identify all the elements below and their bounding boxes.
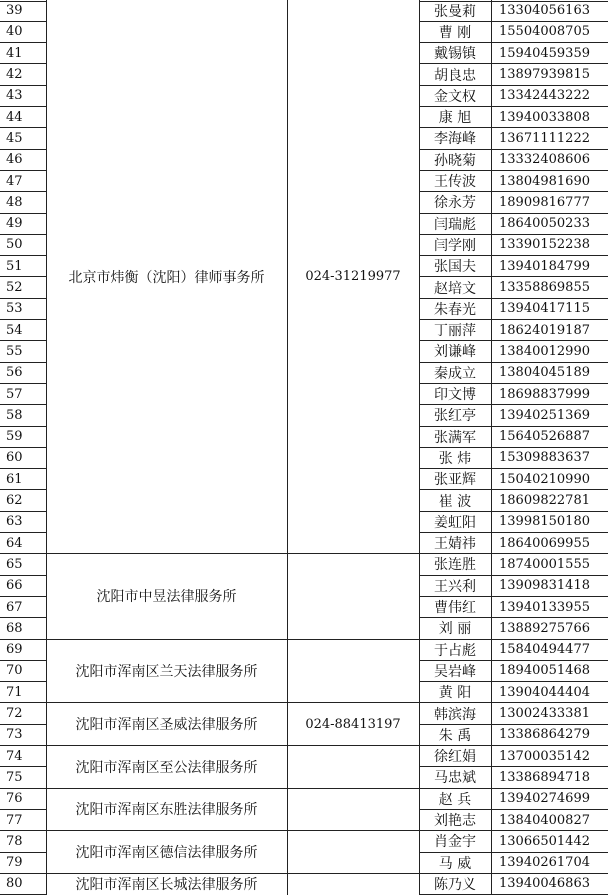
row-divider [0, 617, 46, 618]
row-divider [0, 191, 46, 192]
lawyer-phone: 13386864279 [499, 727, 590, 743]
lawyer-phone: 13700035142 [499, 748, 590, 764]
lawyer-name: 刘艳志 [434, 813, 476, 830]
firm-phone: 024-88413197 [305, 716, 401, 732]
row-number: 54 [6, 322, 23, 338]
lawyer-phone: 13940261704 [499, 855, 590, 871]
row-divider [419, 298, 608, 299]
row-divider [419, 426, 608, 427]
row-number: 60 [6, 450, 23, 466]
row-number: 71 [6, 684, 23, 700]
row-number: 65 [6, 556, 23, 572]
row-divider [0, 404, 46, 405]
row-divider [419, 383, 608, 384]
row-divider [419, 745, 608, 746]
firm-phone [287, 831, 419, 874]
row-number: 79 [6, 855, 23, 871]
lawyer-phone: 15640526887 [499, 429, 590, 445]
row-divider [419, 213, 608, 214]
lawyer-phone: 15309883637 [499, 450, 590, 466]
lawyer-name: 张曼莉 [434, 3, 476, 20]
row-divider [0, 809, 46, 810]
row-number: 46 [6, 152, 23, 168]
row-divider [0, 745, 46, 746]
lawyer-phone: 13940274699 [499, 791, 590, 807]
row-divider [419, 340, 608, 341]
lawyer-name: 张国夫 [434, 259, 476, 276]
row-divider [0, 596, 46, 597]
firm-name: 沈阳市浑南区至公法律服务所 [75, 759, 258, 776]
lawyer-name: 印文博 [434, 387, 476, 404]
firm-phone [287, 639, 419, 703]
lawyer-name: 韩滨海 [434, 706, 476, 723]
row-divider [0, 766, 46, 767]
row-number: 56 [6, 365, 23, 381]
row-number: 68 [6, 620, 23, 636]
lawyer-phone: 13840012990 [499, 343, 590, 359]
group-divider [46, 702, 419, 703]
column-divider [419, 0, 420, 895]
row-number: 45 [6, 130, 23, 146]
lawyer-name: 崔 波 [438, 493, 472, 510]
row-divider [0, 660, 46, 661]
row-number: 67 [6, 599, 23, 615]
row-number: 43 [6, 88, 23, 104]
lawyer-name: 刘 丽 [438, 621, 472, 638]
group-divider [46, 639, 419, 640]
row-divider [0, 149, 46, 150]
lawyer-phone: 13304056163 [499, 3, 590, 19]
lawyer-name: 朱春光 [434, 301, 476, 318]
group-divider [46, 745, 419, 746]
lawyer-phone: 13358869855 [499, 280, 590, 296]
row-divider [419, 255, 608, 256]
row-divider [419, 788, 608, 789]
row-divider [0, 340, 46, 341]
row-divider [419, 702, 608, 703]
row-number: 55 [6, 343, 23, 359]
row-divider [0, 319, 46, 320]
lawyer-phone: 13342443222 [499, 88, 590, 104]
lawyer-phone: 13940417115 [499, 301, 590, 317]
lawyer-name: 刘谦峰 [434, 344, 476, 361]
row-divider [0, 21, 46, 22]
lawyer-name: 胡良忠 [434, 67, 476, 84]
row-divider [0, 489, 46, 490]
row-number: 47 [6, 173, 23, 189]
row-number: 48 [6, 194, 23, 210]
row-divider [0, 468, 46, 469]
lawyer-phone: 13940184799 [499, 258, 590, 274]
row-divider [0, 63, 46, 64]
row-divider [0, 276, 46, 277]
lawyer-phone: 15504008705 [499, 24, 590, 40]
lawyer-phone: 15940459359 [499, 45, 590, 61]
row-divider [0, 511, 46, 512]
lawyer-phone: 13332408606 [499, 152, 590, 168]
lawyer-phone: 13066501442 [499, 833, 590, 849]
lawyer-name: 陈乃义 [434, 876, 476, 893]
firm-phone [287, 788, 419, 831]
lawyer-name: 马 威 [438, 855, 472, 872]
lawyer-phone: 13671111222 [499, 130, 590, 146]
firm-phone [287, 873, 419, 894]
row-number: 72 [6, 706, 23, 722]
row-divider [419, 681, 608, 682]
row-divider [0, 724, 46, 725]
firm-name: 沈阳市浑南区长城法律服务所 [75, 876, 258, 893]
row-divider [419, 404, 608, 405]
row-divider [0, 85, 46, 86]
row-divider [0, 852, 46, 853]
firm-name: 沈阳市浑南区东胜法律服务所 [75, 802, 258, 819]
row-number: 61 [6, 471, 23, 487]
row-divider [419, 852, 608, 853]
row-divider [0, 873, 46, 874]
row-number: 59 [6, 429, 23, 445]
lawyer-phone: 13940033808 [499, 109, 590, 125]
row-divider [0, 213, 46, 214]
lawyer-name: 孙晓菊 [434, 152, 476, 169]
lawyer-name: 康 旭 [438, 110, 472, 127]
row-divider [0, 106, 46, 107]
row-divider [0, 383, 46, 384]
row-number: 76 [6, 791, 23, 807]
group-divider [46, 553, 419, 554]
lawyer-phone: 18740001555 [499, 556, 590, 572]
row-divider [0, 532, 46, 533]
row-divider [0, 702, 46, 703]
lawyer-name: 曹 刚 [438, 24, 472, 41]
row-number: 73 [6, 727, 23, 743]
lawyer-name: 王传波 [434, 174, 476, 191]
row-divider [0, 639, 46, 640]
column-divider [491, 0, 492, 895]
firm-phone [287, 746, 419, 789]
row-divider [0, 553, 46, 554]
group-divider [46, 873, 419, 874]
lawyer-name: 吴岩峰 [434, 663, 476, 680]
row-divider [419, 532, 608, 533]
lawyer-name: 曹伟红 [434, 600, 476, 617]
row-divider [419, 1, 608, 2]
row-divider [0, 681, 46, 682]
lawyer-name: 李海峰 [434, 131, 476, 148]
lawyer-phone: 18909816777 [499, 194, 590, 210]
firm-name: 沈阳市浑南区德信法律服务所 [75, 844, 258, 861]
row-divider [0, 234, 46, 235]
lawyer-name: 赵 兵 [438, 791, 472, 808]
row-divider [419, 873, 608, 874]
row-divider [419, 362, 608, 363]
row-divider [419, 468, 608, 469]
row-divider [419, 149, 608, 150]
lawyer-phone: 18624019187 [499, 322, 590, 338]
row-number: 69 [6, 642, 23, 658]
row-number: 64 [6, 535, 23, 551]
group-divider [46, 788, 419, 789]
row-divider [0, 170, 46, 171]
row-number: 52 [6, 280, 23, 296]
lawyer-name: 于占彪 [434, 642, 476, 659]
lawyer-name: 张连胜 [434, 557, 476, 574]
row-divider [419, 234, 608, 235]
column-divider [46, 0, 47, 895]
row-divider [419, 596, 608, 597]
lawyer-phone: 13804981690 [499, 173, 590, 189]
row-divider [0, 830, 46, 831]
lawyer-phone: 13889275766 [499, 620, 590, 636]
lawyer-name: 张红亭 [434, 408, 476, 425]
row-divider [419, 489, 608, 490]
lawyer-phone: 15840494477 [499, 642, 590, 658]
lawyer-name: 徐永芳 [434, 195, 476, 212]
lawyer-name: 闫学刚 [434, 237, 476, 254]
row-divider [0, 298, 46, 299]
firm-name: 沈阳市浑南区兰天法律服务所 [75, 663, 258, 680]
row-number: 74 [6, 748, 23, 764]
lawyer-name: 肖金宇 [434, 834, 476, 851]
lawyer-phone: 18698837999 [499, 386, 590, 402]
row-divider [419, 21, 608, 22]
lawyer-name: 姜虹阳 [434, 514, 476, 531]
row-number: 66 [6, 578, 23, 594]
row-divider [419, 42, 608, 43]
row-number: 57 [6, 386, 23, 402]
row-number: 39 [6, 3, 23, 19]
row-number: 42 [6, 67, 23, 83]
lawyer-phone: 18940051468 [499, 663, 590, 679]
row-divider [419, 106, 608, 107]
lawyer-name: 秦成立 [434, 365, 476, 382]
firm-name: 北京市炜衡（沈阳）律师事务所 [68, 269, 265, 286]
lawyer-phone: 13940251369 [499, 407, 590, 423]
lawyer-phone: 13904044404 [499, 684, 590, 700]
lawyer-name: 朱 禹 [438, 727, 472, 744]
lawyer-name: 徐红娟 [434, 749, 476, 766]
lawyer-name: 王婧祎 [434, 536, 476, 553]
row-divider [0, 362, 46, 363]
lawyer-phone: 13390152238 [499, 237, 590, 253]
lawyer-name: 王兴利 [434, 578, 476, 595]
row-number: 58 [6, 407, 23, 423]
row-divider [419, 511, 608, 512]
firm-name: 沈阳市浑南区圣威法律服务所 [75, 717, 258, 734]
row-divider [419, 575, 608, 576]
lawyer-phone: 15040210990 [499, 471, 590, 487]
row-number: 50 [6, 237, 23, 253]
lawyer-phone: 13940046863 [499, 876, 590, 892]
row-divider [419, 830, 608, 831]
row-number: 78 [6, 833, 23, 849]
row-divider [419, 319, 608, 320]
lawyer-name: 张满军 [434, 429, 476, 446]
row-divider [0, 255, 46, 256]
lawyer-phone: 13840400827 [499, 812, 590, 828]
row-divider [419, 127, 608, 128]
lawyer-phone: 18609822781 [499, 493, 590, 509]
lawyer-phone: 13998150180 [499, 514, 590, 530]
row-number: 75 [6, 769, 23, 785]
lawyer-phone: 13897939815 [499, 67, 590, 83]
lawyer-phone: 18640050233 [499, 216, 590, 232]
row-divider [419, 447, 608, 448]
row-number: 51 [6, 258, 23, 274]
lawyer-phone: 13909831418 [499, 578, 590, 594]
lawyer-name: 戴锡镇 [434, 46, 476, 63]
lawyer-name: 张亚辉 [434, 472, 476, 489]
row-divider [419, 660, 608, 661]
row-divider [419, 276, 608, 277]
row-divider [419, 809, 608, 810]
lawyer-phone: 13386894718 [499, 769, 590, 785]
row-divider [0, 426, 46, 427]
row-divider [419, 170, 608, 171]
row-number: 62 [6, 493, 23, 509]
column-divider [287, 0, 288, 895]
row-divider [419, 191, 608, 192]
firm-name: 沈阳市中昱法律服务所 [96, 589, 237, 606]
row-divider [419, 63, 608, 64]
lawyer-name: 金文权 [434, 88, 476, 105]
row-divider [0, 1, 46, 2]
lawyer-name: 闫瑞彪 [434, 216, 476, 233]
lawyer-name: 黄 阳 [438, 685, 472, 702]
lawyer-phone: 13940133955 [499, 599, 590, 615]
row-number: 80 [6, 876, 23, 892]
row-divider [0, 575, 46, 576]
row-divider [419, 85, 608, 86]
firm-phone: 024-31219977 [305, 269, 401, 285]
lawyer-name: 张 炜 [438, 450, 472, 467]
row-divider [0, 127, 46, 128]
row-number: 53 [6, 301, 23, 317]
lawyer-name: 丁丽萍 [434, 323, 476, 340]
row-number: 70 [6, 663, 23, 679]
lawyer-phone: 13804045189 [499, 365, 590, 381]
row-number: 77 [6, 812, 23, 828]
lawyer-phone: 18640069955 [499, 535, 590, 551]
row-divider [419, 766, 608, 767]
row-number: 40 [6, 24, 23, 40]
row-divider [0, 42, 46, 43]
group-divider [46, 830, 419, 831]
row-divider [419, 617, 608, 618]
firm-phone [287, 554, 419, 639]
row-number: 63 [6, 514, 23, 530]
row-number: 49 [6, 216, 23, 232]
row-number: 41 [6, 45, 23, 61]
lawyer-phone: 13002433381 [499, 706, 590, 722]
row-divider [419, 553, 608, 554]
row-divider [419, 724, 608, 725]
row-divider [0, 447, 46, 448]
row-divider [419, 639, 608, 640]
lawyer-name: 马忠斌 [434, 770, 476, 787]
row-divider [0, 788, 46, 789]
lawyer-name: 赵培文 [434, 280, 476, 297]
row-number: 44 [6, 109, 23, 125]
